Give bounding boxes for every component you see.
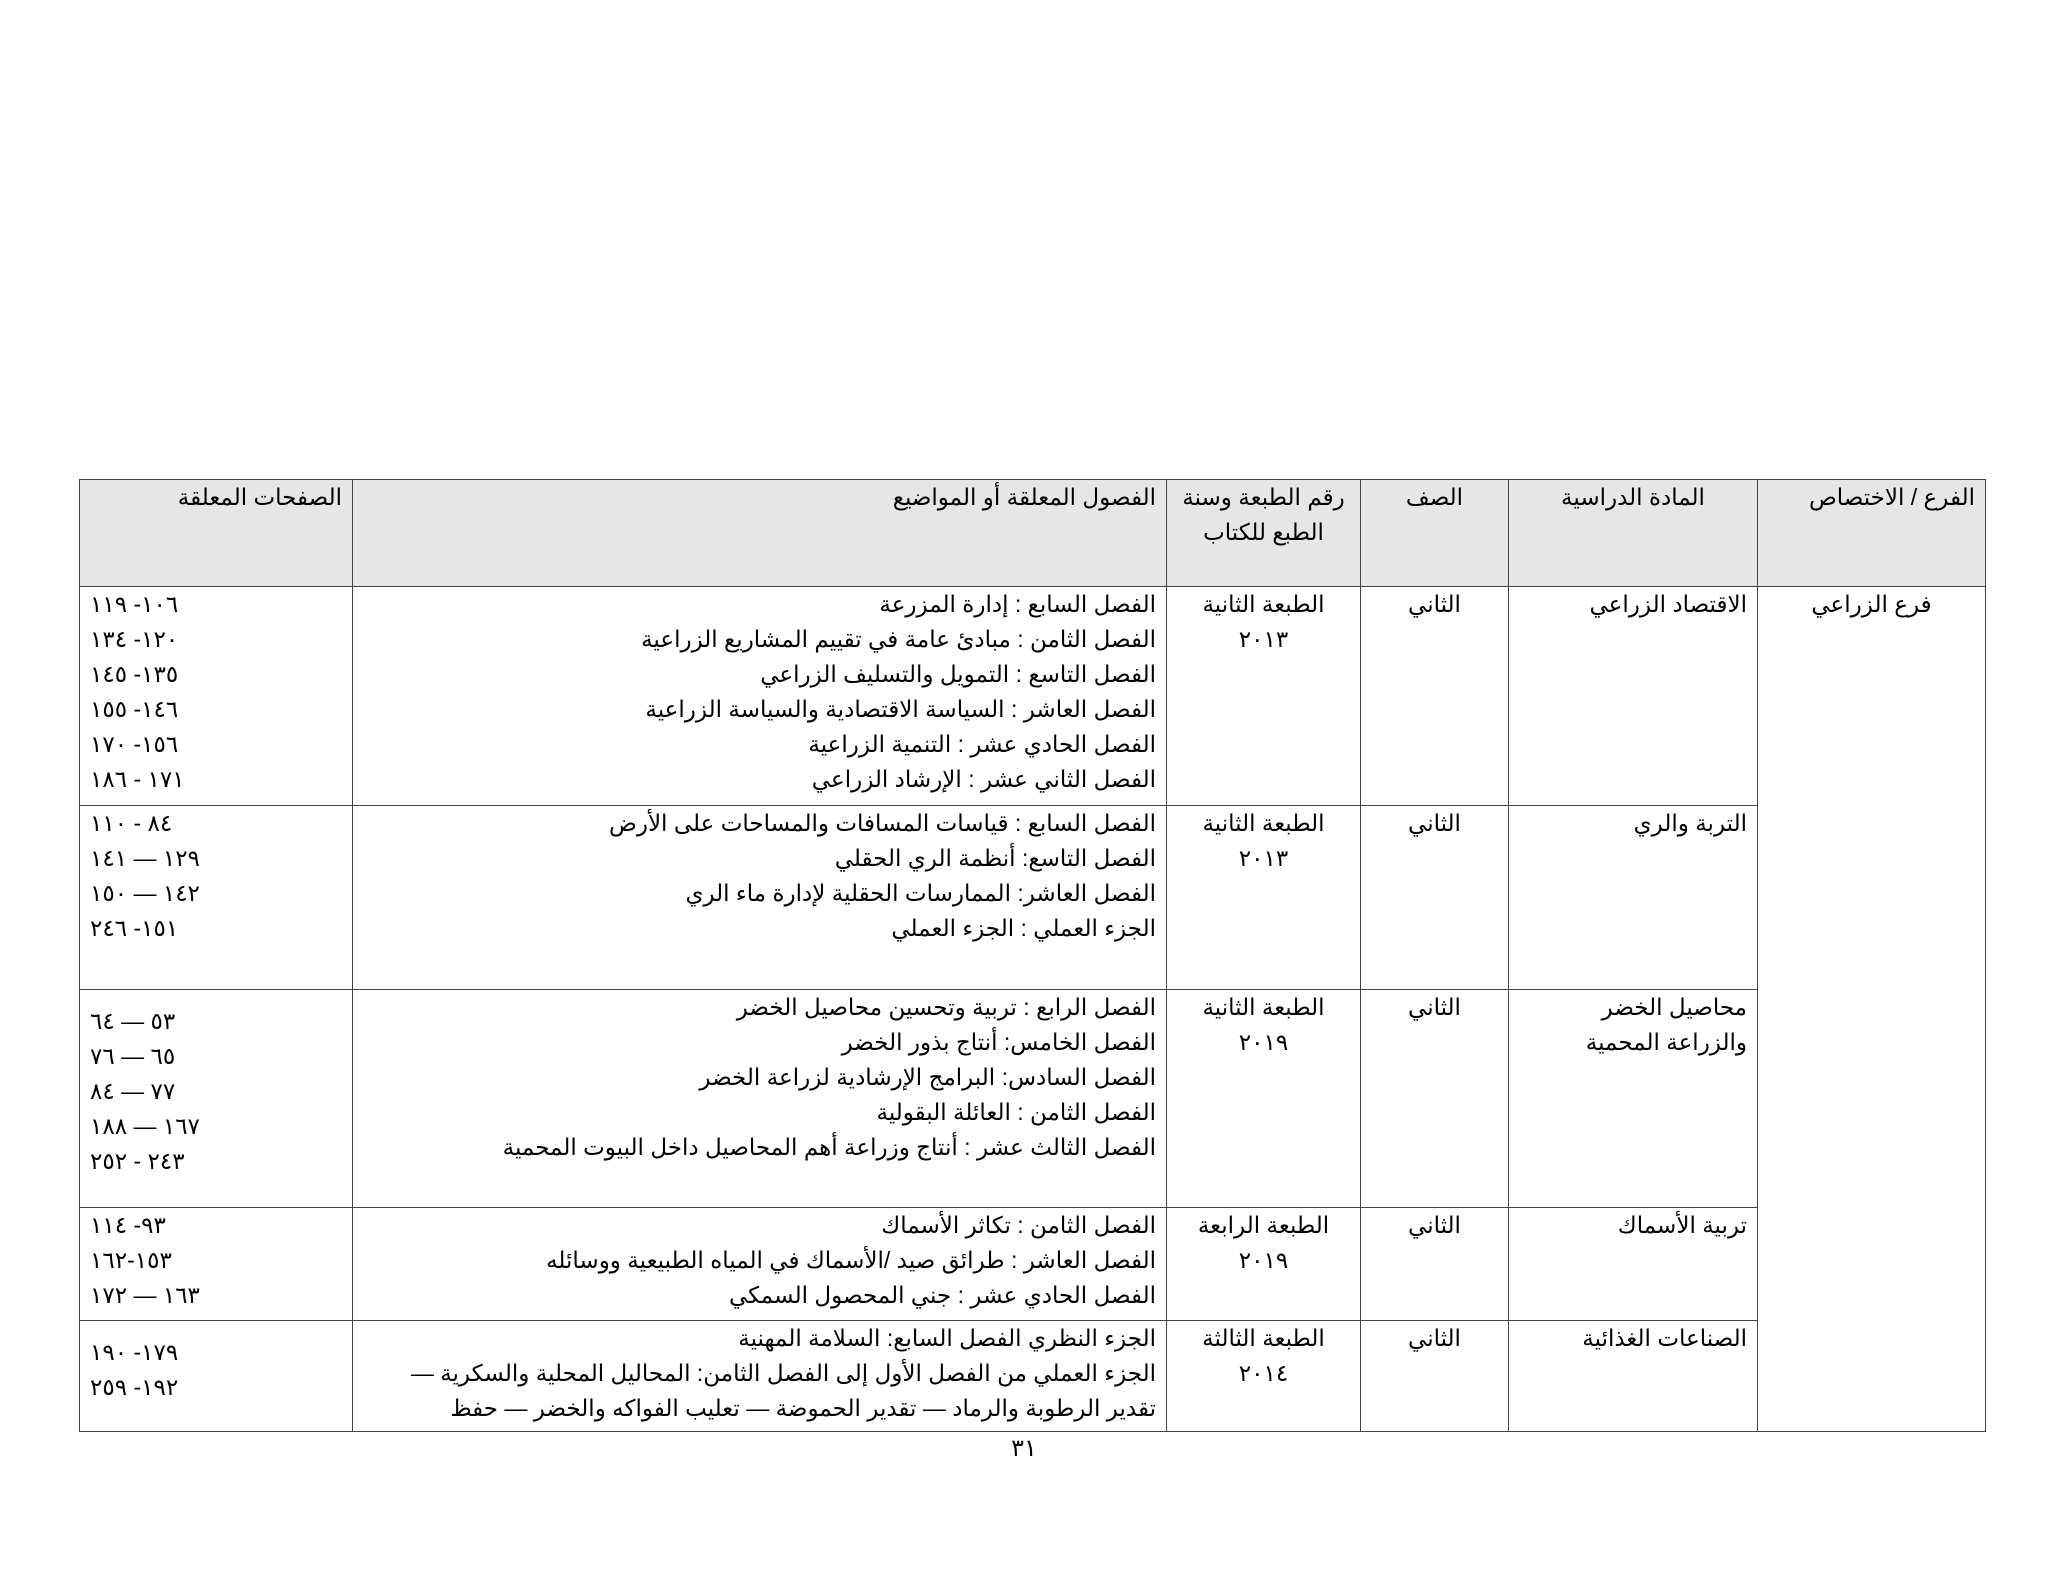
header-edition: رقم الطبعة وسنة الطبع للكتاب: [1167, 480, 1361, 587]
header-grade: الصف: [1361, 480, 1509, 587]
header-pages: الصفحات المعلقة: [80, 480, 353, 587]
chapter-line: تقدير الرطوبة والرماد — تقدير الحموضة — تعليب الفواكه والخضر — حفظ: [450, 1395, 1156, 1421]
chapter-line: الفصل الحادي عشر : جني المحصول السمكي: [728, 1282, 1156, 1308]
page-range: ١٦٣ — ١٧٢: [90, 1282, 200, 1308]
chapter-line: الفصل التاسع : التمويل والتسليف الزراعي: [760, 661, 1156, 687]
table-row: [80, 990, 1986, 1208]
chapter-line: الجزء النظري الفصل السابع: السلامة المهنية: [738, 1325, 1156, 1351]
page-range: ١٧١ - ١٨٦: [90, 766, 185, 792]
pages-cell: [80, 806, 353, 990]
page-range: ٩٣- ١١٤: [90, 1212, 166, 1238]
page-range: ١٩٢- ٢٥٩: [90, 1374, 179, 1400]
page-range: ٥٣ — ٦٤: [90, 1008, 176, 1034]
header-branch: الفرع / الاختصاص: [1758, 480, 1986, 587]
page-range: ١٢٩ — ١٤١: [90, 845, 200, 871]
page-range: ١٤٦- ١٥٥: [90, 696, 179, 722]
subject-cell: تربية الأسماك: [1509, 1208, 1758, 1321]
header-subject: المادة الدراسية: [1509, 480, 1758, 587]
chapter-line: الفصل الثامن : العائلة البقولية: [876, 1099, 1156, 1125]
chapter-line: الفصل السادس: البرامج الإرشادية لزراعة الخضر: [699, 1064, 1156, 1090]
page-range: ٦٥ — ٧٦: [90, 1043, 176, 1069]
chapters-cell: [353, 1208, 1167, 1321]
chapter-line: الفصل الخامس: أنتاج بذور الخضر: [841, 1029, 1156, 1055]
edition-name: الطبعة الثانية: [1202, 591, 1325, 617]
chapter-line: الجزء العملي من الفصل الأول إلى الفصل الثامن: المحاليل المحلية والسكرية —: [410, 1360, 1156, 1386]
page-range: ١٥٦- ١٧٠: [90, 731, 179, 757]
chapter-line: الفصل الحادي عشر : التنمية الزراعية: [808, 731, 1156, 757]
edition-year: ٢٠١٩: [1238, 1029, 1289, 1055]
page-range: ٧٧ — ٨٤: [90, 1078, 176, 1104]
edition-name: الطبعة الرابعة: [1197, 1212, 1330, 1238]
table-row: [80, 1208, 1986, 1321]
subject-cell: الصناعات الغذائية: [1509, 1321, 1758, 1432]
grade-cell: الثاني: [1361, 587, 1509, 806]
chapter-line: الفصل العاشر : طرائق صيد /الأسماك في المياه الطبيعية ووسائله: [546, 1247, 1156, 1273]
grade-cell: الثاني: [1361, 1208, 1509, 1321]
chapters-cell: [353, 806, 1167, 990]
edition-year: ٢٠١٣: [1238, 845, 1289, 871]
grade-cell: الثاني: [1361, 806, 1509, 990]
edition-year: ٢٠١٤: [1238, 1360, 1289, 1386]
edition-year: ٢٠١٩: [1238, 1247, 1289, 1273]
chapters-cell: [353, 587, 1167, 806]
page-number: ٣١: [1011, 1435, 1037, 1462]
pages-cell: [80, 1321, 353, 1432]
table-row: [80, 1321, 1986, 1432]
chapter-line: الفصل الثامن : تكاثر الأسماك: [881, 1212, 1156, 1238]
subject-cell: التربة والري: [1509, 806, 1758, 990]
page-range: ٨٤ - ١١٠: [90, 810, 173, 836]
chapter-line: الفصل الرابع : تربية وتحسين محاصيل الخضر: [736, 994, 1156, 1020]
pages-cell: [80, 587, 353, 806]
subject-cell: محاصيل الخضر والزراعة المحمية: [1509, 990, 1758, 1208]
chapters-cell: [353, 990, 1167, 1208]
header-chapters: الفصول المعلقة أو المواضيع: [353, 480, 1167, 587]
edition-cell: [1167, 1321, 1361, 1432]
header-row: [80, 480, 1986, 587]
page-range: ١٥٣-١٦٢: [90, 1247, 172, 1273]
chapter-line: الفصل الثاني عشر : الإرشاد الزراعي: [811, 766, 1156, 792]
page-range: ١٤٢ — ١٥٠: [90, 880, 200, 906]
suspended-topics-table: [79, 479, 1986, 1432]
edition-cell: [1167, 587, 1361, 806]
pages-cell: [80, 1208, 353, 1321]
edition-name: الطبعة الثانية: [1202, 810, 1325, 836]
page-range: ١٢٠- ١٣٤: [90, 626, 179, 652]
chapter-line: الفصل السابع : قياسات المسافات والمساحات على الأرض: [609, 810, 1156, 836]
chapter-line: الفصل الثالث عشر : أنتاج وزراعة أهم المحاصيل داخل البيوت المحمية: [502, 1134, 1156, 1160]
page-range: ١٦٧ — ١٨٨: [90, 1113, 200, 1139]
chapter-line: الفصل الثامن : مبادئ عامة في تقييم المشاريع الزراعية: [641, 626, 1156, 652]
table-row: [80, 806, 1986, 990]
page-range: ١٣٥- ١٤٥: [90, 661, 179, 687]
edition-year: ٢٠١٣: [1238, 626, 1289, 652]
subject-cell: الاقتصاد الزراعي: [1509, 587, 1758, 806]
edition-cell: [1167, 1208, 1361, 1321]
page-range: ١٧٩- ١٩٠: [90, 1339, 179, 1365]
chapter-line: الجزء العملي : الجزء العملي: [891, 915, 1156, 941]
pages-cell: [80, 990, 353, 1208]
edition-name: الطبعة الثالثة: [1202, 1325, 1325, 1351]
page-range: ٢٤٣ - ٢٥٢: [90, 1148, 185, 1174]
edition-cell: [1167, 806, 1361, 990]
chapter-line: الفصل السابع : إدارة المزرعة: [879, 591, 1156, 617]
edition-cell: [1167, 990, 1361, 1208]
branch-cell: فرع الزراعي: [1758, 587, 1986, 1432]
page-range: ١٥١- ٢٤٦: [90, 915, 179, 941]
chapter-line: الفصل العاشر: الممارسات الحقلية لإدارة ماء الري: [685, 880, 1156, 906]
grade-cell: الثاني: [1361, 990, 1509, 1208]
chapters-cell: [353, 1321, 1167, 1432]
page-range: ١٠٦- ١١٩: [90, 591, 179, 617]
edition-name: الطبعة الثانية: [1202, 994, 1325, 1020]
chapter-line: الفصل العاشر : السياسة الاقتصادية والسياسة الزراعية: [645, 696, 1156, 722]
table-row: [80, 587, 1986, 806]
grade-cell: الثاني: [1361, 1321, 1509, 1432]
chapter-line: الفصل التاسع: أنظمة الري الحقلي: [834, 845, 1156, 871]
